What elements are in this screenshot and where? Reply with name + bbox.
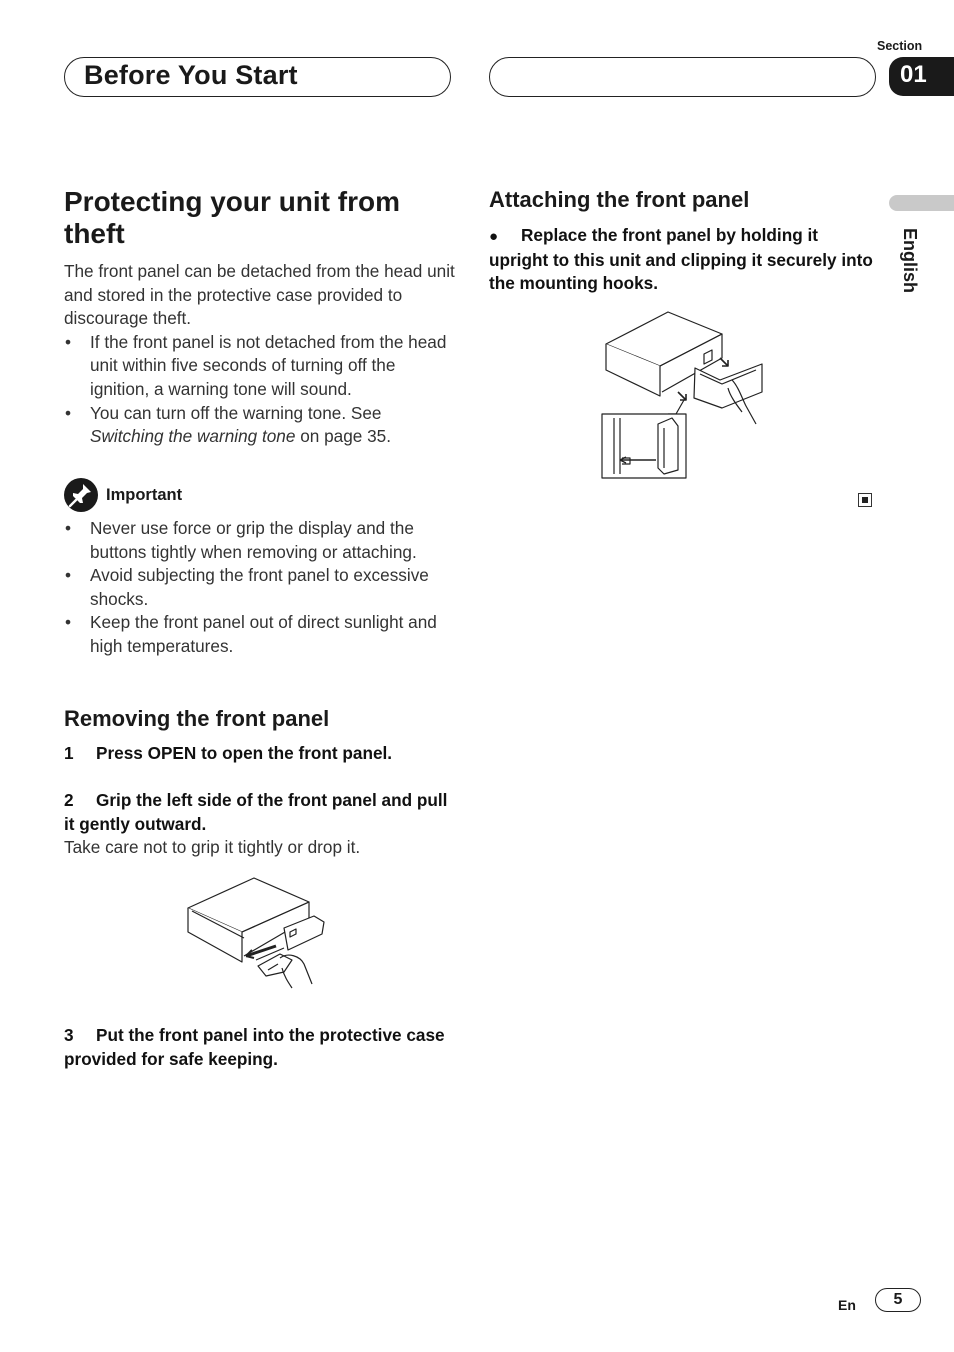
important-bullet: • Avoid subjecting the front panel to excessive shocks. (64, 564, 456, 611)
important-bullets (64, 517, 456, 659)
language-label: English (900, 228, 920, 294)
page-number: 5 (875, 1288, 921, 1312)
important-bullet: • Never use force or grip the display and the buttons tightly when removing or attaching. (64, 517, 456, 564)
right-column (489, 186, 874, 296)
left-column (64, 186, 456, 449)
footer-language-code: En (838, 1297, 856, 1313)
removing-step-3: 3 Put the front panel into the protective case provided for safe keeping. (64, 1025, 445, 1069)
removing-step-1: 1 Press OPEN to open the front panel. (64, 743, 393, 763)
important-list-block (64, 517, 456, 659)
important-bullet: • Keep the front panel out of direct sunlight and high temperatures. (64, 611, 456, 658)
removing-step-2-note: Take care not to grip it tightly or drop it. (64, 837, 361, 858)
removing-heading: Removing the front panel (64, 706, 330, 731)
attaching-heading: Attaching the front panel (489, 187, 750, 212)
theft-heading: Protecting your unit from theft (64, 186, 400, 249)
attaching-instruction: ● Replace the front panel by holding it upright to this unit and clipping it securely into the mounting hooks. (489, 225, 873, 294)
language-tab (889, 195, 954, 211)
section-label: Section (877, 39, 923, 53)
section-number-badge: 01 (889, 57, 954, 96)
page-header-title: Before You Start (84, 60, 298, 90)
theft-bullet: • If the front panel is not detached from the head unit within five seconds of turning off the ignition, a warning tone will sound. (64, 331, 456, 402)
attaching-panel-illustration (600, 308, 770, 485)
section-end-mark-icon (858, 493, 872, 507)
pin-icon (64, 478, 98, 512)
important-notice (64, 478, 182, 512)
cross-reference-link: Switching the warning tone (90, 426, 296, 447)
theft-bullet: • You can turn off the warning tone. See Switching the warning tone on page 35. (64, 402, 456, 449)
removing-step-2: 2 Grip the left side of the front panel and pull it gently outward. (64, 790, 448, 834)
important-label: Important (106, 485, 183, 504)
bullet-dot-icon: ● (489, 228, 499, 245)
theft-intro: The front panel can be detached from the head unit and stored in the protective case provided to discourage theft. (64, 261, 455, 329)
header-right-frame (489, 57, 876, 97)
removing-panel-illustration (184, 876, 334, 1003)
theft-bullets (64, 331, 456, 449)
removing-section (64, 705, 456, 860)
removing-step-3-block (64, 1024, 456, 1071)
